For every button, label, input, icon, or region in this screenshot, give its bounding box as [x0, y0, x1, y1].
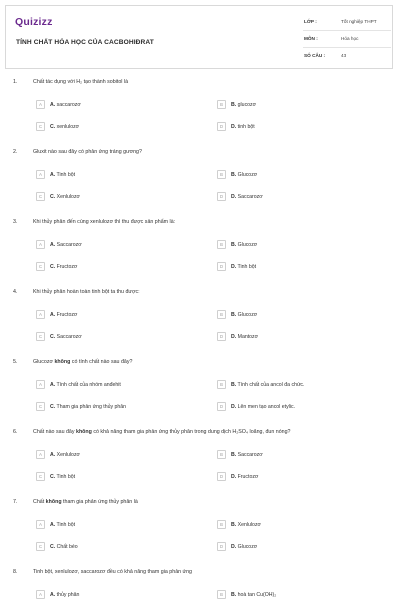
- option-text: Fructozơ: [237, 474, 259, 480]
- option-label: [50, 522, 75, 528]
- option-letter-box: B: [217, 310, 226, 319]
- option-prefix: D.: [231, 334, 237, 340]
- option-letter-box: A: [36, 240, 45, 249]
- option-text: Saccarozơ: [237, 194, 263, 200]
- option-label: [231, 474, 258, 480]
- option-label: [50, 334, 82, 340]
- option-letter-box: C: [36, 262, 45, 271]
- question-text: Khi thủy phân đến cùng xenlulozơ thì thu được sản phẩm là:: [33, 219, 176, 225]
- question-text: Tinh bột, xenlulozơ, saccarozơ đều có khả năng tham gia phản ứng: [33, 569, 192, 575]
- option-prefix: B.: [231, 382, 237, 388]
- worksheet-header: [5, 5, 393, 69]
- option-text: Chất béo: [56, 544, 78, 550]
- option-prefix: C.: [50, 194, 56, 200]
- option-text: Tinh bột: [56, 474, 76, 480]
- option-prefix: D.: [231, 264, 237, 270]
- option-prefix: A.: [50, 172, 56, 178]
- option-text: saccarozơ: [56, 102, 81, 108]
- option-prefix: C.: [50, 474, 56, 480]
- meta-row-subject: [303, 31, 391, 48]
- option-letter-box: C: [36, 122, 45, 131]
- option-letter-box: B: [217, 170, 226, 179]
- question-7: [0, 499, 400, 569]
- option-label: [231, 194, 263, 200]
- option-text: Fructozơ: [56, 312, 78, 318]
- option-prefix: D.: [231, 404, 237, 410]
- question-number: 5.: [13, 359, 18, 365]
- option-letter-box: D: [217, 472, 226, 481]
- question-emphasis: không: [45, 499, 62, 505]
- option-label: [231, 124, 255, 130]
- option-prefix: D.: [231, 124, 237, 130]
- question-number: 2.: [13, 149, 18, 155]
- option-letter-box: D: [217, 402, 226, 411]
- meta-value: Hóa học: [341, 36, 359, 41]
- option-text: Xenlulozơ: [237, 522, 261, 528]
- option-text: Tính chất của ancol đa chức.: [237, 382, 305, 388]
- option-letter-box: D: [217, 192, 226, 201]
- meta-label: LỚP :: [304, 19, 317, 24]
- question-text: Gluxit nào sau đây có phản ứng tráng gương?: [33, 149, 142, 155]
- option-prefix: C.: [50, 124, 56, 130]
- option-label: [50, 592, 79, 598]
- option-prefix: A.: [50, 452, 56, 458]
- option-label: [50, 404, 126, 410]
- option-prefix: C.: [50, 544, 56, 550]
- option-text: Tinh bột: [237, 264, 257, 270]
- option-text: glucozơ: [237, 102, 257, 108]
- question-6: [0, 429, 400, 499]
- option-prefix: A.: [50, 382, 56, 388]
- option-prefix: D.: [231, 544, 237, 550]
- option-text: Saccarozơ: [237, 452, 263, 458]
- question-text-part: Chất: [33, 499, 46, 505]
- option-letter-box: A: [36, 380, 45, 389]
- option-prefix: B.: [231, 242, 237, 248]
- option-letter-box: D: [217, 122, 226, 131]
- option-text: Glucozơ: [237, 242, 258, 248]
- option-letter-box: C: [36, 192, 45, 201]
- question-text: [33, 499, 138, 505]
- option-letter-box: B: [217, 450, 226, 459]
- option-label: [231, 404, 295, 410]
- option-prefix: D.: [231, 474, 237, 480]
- option-text: Glucozơ: [237, 312, 258, 318]
- option-prefix: C.: [50, 404, 56, 410]
- option-prefix: B.: [231, 312, 237, 318]
- question-5: [0, 359, 400, 429]
- option-prefix: A.: [50, 242, 56, 248]
- meta-value: 43: [341, 53, 347, 58]
- meta-label: MÔN :: [304, 36, 318, 41]
- option-label: [231, 334, 258, 340]
- question-emphasis: không: [54, 359, 71, 365]
- option-text: thủy phân: [56, 592, 80, 598]
- option-prefix: A.: [50, 522, 56, 528]
- question-number: 3.: [13, 219, 18, 225]
- option-label: [231, 592, 276, 598]
- option-label: [231, 452, 263, 458]
- option-label: [50, 102, 81, 108]
- question-text-part: có tính chất nào sau đây?: [70, 359, 133, 365]
- question-text-part: Glucozơ: [33, 359, 55, 365]
- option-label: [231, 522, 261, 528]
- option-prefix: D.: [231, 194, 237, 200]
- option-text: hoà tan Cu(OH)₂: [237, 592, 277, 598]
- option-label: [231, 312, 257, 318]
- option-letter-box: A: [36, 520, 45, 529]
- option-label: [50, 242, 82, 248]
- option-label: [50, 312, 77, 318]
- option-text: tinh bột: [237, 124, 255, 130]
- option-prefix: B.: [231, 522, 237, 528]
- option-label: [231, 382, 304, 388]
- option-text: Saccarozơ: [56, 334, 82, 340]
- question-2: [0, 149, 400, 219]
- option-letter-box: D: [217, 262, 226, 271]
- option-text: Mantozơ: [237, 334, 259, 340]
- question-text-part: Chất nào sau đây: [33, 429, 76, 435]
- option-label: [231, 102, 256, 108]
- option-letter-box: C: [36, 542, 45, 551]
- option-letter-box: D: [217, 542, 226, 551]
- option-label: [50, 124, 79, 130]
- question-number: 6.: [13, 429, 18, 435]
- quizizz-logo: Quizizz: [15, 16, 53, 28]
- question-text: [33, 359, 132, 365]
- option-label: [231, 544, 257, 550]
- option-label: [231, 242, 257, 248]
- option-letter-box: D: [217, 332, 226, 341]
- question-4: [0, 289, 400, 359]
- option-letter-box: A: [36, 100, 45, 109]
- option-text: Fructozơ: [56, 264, 78, 270]
- question-text: [33, 429, 291, 435]
- option-label: [231, 172, 257, 178]
- option-prefix: C.: [50, 264, 56, 270]
- option-letter-box: B: [217, 520, 226, 529]
- option-letter-box: B: [217, 590, 226, 599]
- option-text: Tính chất của nhóm anđehit: [56, 382, 121, 388]
- option-prefix: B.: [231, 452, 237, 458]
- question-number: 4.: [13, 289, 18, 295]
- option-label: [50, 544, 78, 550]
- meta-label: SỐ CÂU :: [304, 53, 326, 58]
- option-text: Tham gia phản ứng thủy phân: [56, 404, 127, 410]
- option-letter-box: B: [217, 380, 226, 389]
- option-letter-box: B: [217, 100, 226, 109]
- question-number: 8.: [13, 569, 18, 575]
- option-text: Xenlulozơ: [56, 194, 80, 200]
- option-letter-box: A: [36, 590, 45, 599]
- option-letter-box: B: [217, 240, 226, 249]
- option-label: [231, 264, 256, 270]
- question-number: 7.: [13, 499, 18, 505]
- question-text: Chất tác dụng với H₂ tạo thành sobitol là: [33, 79, 129, 85]
- option-label: [50, 382, 121, 388]
- option-text: Lên men tạo ancol etylic.: [237, 404, 296, 410]
- question-emphasis: không: [76, 429, 92, 435]
- question-1: [0, 79, 400, 149]
- option-letter-box: C: [36, 332, 45, 341]
- question-3: [0, 219, 400, 289]
- option-prefix: B.: [231, 592, 237, 598]
- option-prefix: A.: [50, 312, 56, 318]
- option-prefix: A.: [50, 102, 56, 108]
- option-text: Tinh bột: [56, 522, 76, 528]
- option-text: xenlulozơ: [56, 124, 80, 130]
- question-number: 1.: [13, 79, 18, 85]
- option-text: Xenlulozơ: [56, 452, 80, 458]
- meta-value: Tốt nghiệp THPT: [341, 19, 377, 24]
- option-letter-box: C: [36, 402, 45, 411]
- meta-row-grade: [303, 14, 391, 31]
- option-text: Glucozơ: [237, 172, 258, 178]
- option-text: Glucozơ: [237, 544, 258, 550]
- question-text-part: có khả năng tham gia phản ứng thủy phân trong dung dịch H₂SO₄ loãng, đun nóng?: [91, 429, 291, 435]
- option-text: Tinh bột: [56, 172, 76, 178]
- option-letter-box: A: [36, 170, 45, 179]
- question-text-part: tham gia phản ứng thủy phân là: [61, 499, 138, 505]
- option-text: Saccarozơ: [56, 242, 82, 248]
- option-prefix: B.: [231, 172, 237, 178]
- meta-table: [303, 14, 391, 65]
- option-label: [50, 172, 75, 178]
- question-8: [0, 569, 400, 600]
- option-letter-box: A: [36, 310, 45, 319]
- option-prefix: A.: [50, 592, 56, 598]
- meta-row-count: [303, 48, 391, 65]
- option-label: [50, 474, 75, 480]
- page-title: TÍNH CHẤT HÓA HỌC CỦA CACBOHIĐRAT: [16, 39, 154, 46]
- option-letter-box: A: [36, 450, 45, 459]
- question-text: Khi thủy phân hoàn toàn tinh bột ta thu được:: [33, 289, 140, 295]
- option-letter-box: C: [36, 472, 45, 481]
- option-label: [50, 452, 80, 458]
- option-prefix: B.: [231, 102, 237, 108]
- option-prefix: C.: [50, 334, 56, 340]
- option-label: [50, 194, 80, 200]
- option-label: [50, 264, 77, 270]
